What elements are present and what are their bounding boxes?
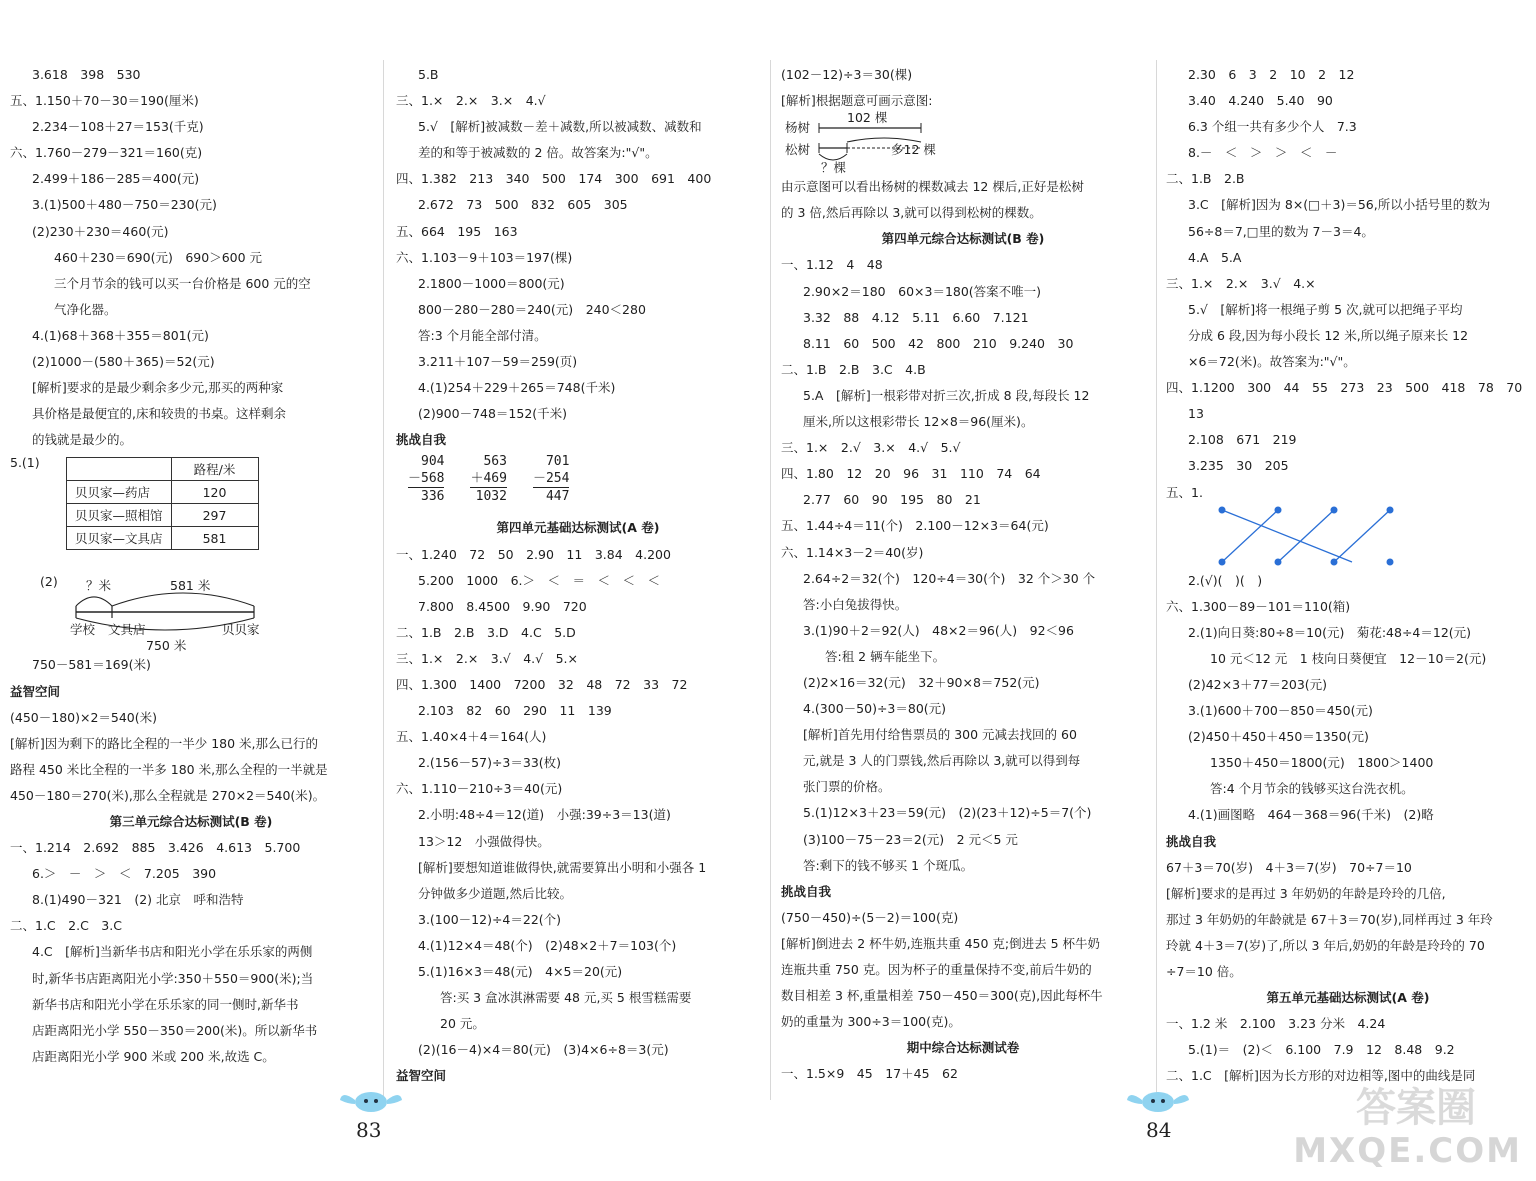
answer-line: 5.√ [解析]被减数－差＋减数,所以被减数、减数和 [418, 119, 702, 135]
answer-line: 四、1.1200 300 44 55 273 23 500 418 78 70 [1166, 380, 1523, 396]
answer-line: ÷7＝10 倍。 [1166, 964, 1242, 979]
section-heading: 益智空间 [396, 1068, 447, 1084]
answer-line: 数目相差 3 杯,重量相差 750－450＝300(克),因此每杯牛 [781, 988, 1103, 1004]
answer-line: 5.B [418, 67, 439, 82]
answer-line: 10 元＜12 元 1 枝向日葵便宜 12－10＝2(元) [1210, 650, 1487, 666]
answer-line: 六、1.14×3－2＝40(岁) [781, 544, 924, 560]
answer-line: 5.√ [解析]将一根绳子剪 5 次,就可以把绳子平均 [1188, 301, 1463, 317]
column-divider [1156, 60, 1157, 1100]
answer-line: 一、1.214 2.692 885 3.426 4.613 5.700 [10, 840, 301, 856]
mascot-icon [1127, 1086, 1189, 1114]
watermark-logo: 答案圈 [1356, 1085, 1476, 1131]
answer-line: (2)42×3＋77＝203(元) [1188, 676, 1328, 692]
answer-line: 2.(√)( )( ) [1188, 572, 1263, 588]
section-heading: 益智空间 [10, 683, 61, 699]
answer-line: 四、1.300 1400 7200 32 48 72 33 72 [396, 676, 688, 692]
answer-line: 路程 450 米比全程的一半多 180 米,那么全程的一半就是 [10, 761, 328, 777]
page-number-left: 83 [356, 1118, 382, 1142]
calc-row: 1032 [475, 489, 507, 505]
section-heading: 挑战自我 [781, 883, 832, 899]
answer-line: 二、1.C [解析]因为长方形的对边相等,图中的曲线是同 [1166, 1068, 1476, 1084]
answer-line: 2.1800－1000＝800(元) [418, 275, 565, 291]
table-row: 贝贝家—文具店 581 [67, 527, 259, 550]
answer-line: 三、1.× 2.× 3.√ 4.× [1166, 275, 1316, 291]
answer-line: 2.108 671 219 [1188, 432, 1297, 448]
answer-line: 三个月节余的钱可以买一台价格是 600 元的空 [54, 275, 311, 291]
table-row: 贝贝家—药店 120 [67, 481, 259, 504]
answer-line: [解析]首先用付给售票员的 300 元减去找回的 60 [803, 727, 1077, 743]
answer-line: 奶的重量为 300÷3＝100(克)。 [781, 1014, 961, 1030]
answer-line: (2)230＋230＝460(元) [32, 223, 169, 239]
answer-line: 450－180＝270(米),那么全程就是 270×2＝540(米)。 [10, 787, 326, 803]
answer-line: 元,就是 3 人的门票钱,然后再除以 3,就可以得到每 [803, 753, 1081, 769]
answer-line: 答:租 2 辆车能坐下。 [825, 648, 946, 664]
answer-line: 2.(1)向日葵:80÷8＝10(元) 菊花:48÷4＝12(元) [1188, 624, 1472, 640]
answer-line: 8.11 60 500 42 800 210 9.240 30 [803, 335, 1074, 351]
answer-line: 一、1.2 米 2.100 3.23 分米 4.24 [1166, 1016, 1386, 1032]
answer-line: 3.235 30 205 [1188, 458, 1289, 474]
answer-line: 2.小明:48÷4＝12(道) 小强:39÷3＝13(道) [418, 807, 671, 823]
answer-line: 6.3 个组一共有多少个人 7.3 [1188, 119, 1357, 135]
answer-line: 三、1.× 2.× 3.× 4.√ [396, 93, 546, 109]
answer-line: 气净化器。 [54, 301, 117, 317]
answer-line: (102－12)÷3＝30(棵) [781, 67, 913, 82]
answer-line: 2.103 82 60 290 11 139 [418, 703, 612, 719]
answer-column-4 [1166, 62, 1530, 1089]
answer-line: 2.90×2＝180 60×3＝180(答案不唯一) [803, 283, 1042, 299]
answer-line: 一、1.240 72 50 2.90 11 3.84 4.200 [396, 546, 671, 562]
table-header: 路程/米 [171, 458, 258, 481]
answer-line: [解析]要想知道谁做得快,就需要算出小明和小强各 1 [418, 859, 707, 875]
answer-line: 2.64÷2＝32(个) 120÷4＝30(个) 32 个＞30 个 [803, 570, 1096, 586]
answer-line: 1350＋450＝1800(元) 1800＞1400 [1210, 755, 1434, 771]
question-label: 5.(1) [10, 455, 40, 471]
answer-line: 2.672 73 500 832 605 305 [418, 197, 628, 213]
answer-line: 4.(1)12×4＝48(个) (2)48×2＋7＝103(个) [418, 937, 677, 953]
answer-line: 4.(1)254＋229＋265＝748(千米) [418, 380, 616, 396]
diagram-label: (2) [40, 574, 58, 590]
section-heading: 第四单元综合达标测试(B 卷) [881, 231, 1045, 247]
table-row: 贝贝家—照相馆 297 [67, 504, 259, 527]
answer-line: (750－450)÷(5－2)＝100(克) [781, 909, 959, 925]
answer-line: 5.(1)＝ (2)＜ 6.100 7.9 12 8.48 9.2 [1188, 1042, 1455, 1058]
matching-diagram-svg [1166, 506, 1426, 568]
answer-line: 分钟做多少道题,然后比较。 [418, 885, 572, 901]
diagram-label: 581 米 [170, 578, 211, 594]
answer-line: 5.(1)16×3＝48(元) 4×5＝20(元) [418, 964, 623, 979]
answer-line: 4.A 5.A [1188, 249, 1242, 265]
answer-line: (3)100－75－23＝2(元) 2 元＜5 元 [803, 831, 1018, 847]
answer-line: 答:买 3 盒冰淇淋需要 48 元,买 5 根雪糕需要 [440, 990, 692, 1006]
vertical-calculations [396, 453, 760, 515]
answer-line: 二、1.C 2.C 3.C [10, 918, 122, 934]
answer-line: 3.C [解析]因为 8×(□＋3)＝56,所以小括号里的数为 [1188, 197, 1491, 213]
answer-line: 2.234－108＋27＝153(千克) [32, 119, 204, 135]
answer-line: 3.(1)500＋480－750＝230(元) [32, 197, 217, 213]
answer-line: 分成 6 段,因为每小段长 12 米,所以绳子原来长 12 [1188, 327, 1469, 343]
answer-line: 56÷8＝7,□里的数为 7－3＝4。 [1188, 223, 1374, 239]
column-divider [383, 60, 384, 1100]
answer-line: 四、1.382 213 340 500 174 300 691 400 [396, 171, 712, 187]
calc-row: 336 [421, 489, 445, 505]
answer-line: 差的和等于被减数的 2 倍。故答案为:"√"。 [418, 145, 658, 161]
answer-line: (2)1000－(580＋365)＝52(元) [32, 354, 215, 370]
answer-line: 6.＞ － ＞ ＜ 7.205 390 [32, 866, 217, 882]
section-heading: 第三单元综合达标测试(B 卷) [109, 813, 273, 829]
answer-line: 答:3 个月能全部付清。 [418, 327, 547, 343]
answer-line: 3.(100－12)÷4＝22(个) [418, 911, 562, 927]
answer-line: 三、1.× 2.√ 3.× 4.√ 5.√ [781, 440, 961, 456]
answer-line: 2.77 60 90 195 80 21 [803, 492, 981, 508]
answer-line: 时,新华书店距离阳光小学:350＋550＝900(米);当 [32, 970, 314, 986]
answer-line: 二、1.B 2.B 3.C 4.B [781, 361, 926, 377]
answer-line: 店距离阳光小学 900 米或 200 米,故选 C。 [32, 1048, 275, 1064]
diagram-label: 杨树 [785, 120, 811, 136]
diagram-label: 贝贝家 [222, 622, 260, 638]
answer-line: 的钱就是最少的。 [32, 432, 133, 448]
answer-line: 六、1.110－210÷3＝40(元) [396, 781, 563, 797]
answer-line: 一、1.12 4 48 [781, 257, 883, 273]
answer-line: 3.211＋107－59＝259(页) [418, 354, 578, 370]
answer-line: ×6＝72(米)。故答案为:"√"。 [1188, 354, 1356, 370]
answer-line: 2.499＋186－285＝400(元) [32, 171, 200, 187]
page-number-right: 84 [1146, 1118, 1172, 1142]
answer-line: (2)450＋450＋450＝1350(元) [1188, 729, 1369, 745]
answer-line: 13 [1188, 406, 1204, 422]
answer-line: 4.(1)画图略 464－368＝96(千米) (2)略 [1188, 807, 1434, 823]
vertical-calc [533, 453, 569, 505]
answer-line: 7.800 8.4500 9.90 720 [418, 598, 587, 614]
diagram-label: 文具店 [108, 622, 146, 638]
diagram-label: ？棵 [821, 160, 847, 176]
answer-line: 六、1.300－89－101＝110(箱) [1166, 598, 1351, 614]
answer-line: 具价格是最便宜的,床和较贵的书桌。这样剩余 [32, 406, 286, 422]
watermark-text: MXQE.COM [1293, 1131, 1522, 1171]
answer-line: 5.A [解析]一根彩带对折三次,折成 8 段,每段长 12 [803, 387, 1090, 403]
calc-row: 447 [545, 489, 570, 505]
answer-line: 五、664 195 163 [396, 223, 518, 239]
answer-line: 连瓶共重 750 克。因为杯子的重量保持不变,前后牛奶的 [781, 962, 1092, 977]
answer-line: 67＋3＝70(岁) 4＋3＝7(岁) 70÷7＝10 [1166, 859, 1412, 875]
diagram-label: ？米 [86, 578, 112, 594]
matching-diagram [1166, 506, 1530, 568]
calc-row: 701 [545, 454, 570, 470]
answer-line: 5.200 1000 6.＞ ＜ ＝ ＜ ＜ ＜ [418, 572, 661, 588]
diagram-label: 松树 [785, 142, 811, 158]
answer-line: 答:剩下的钱不够买 1 个斑瓜。 [803, 857, 974, 873]
section-heading: 第五单元基础达标测试(A 卷) [1266, 990, 1430, 1006]
answer-line: 的 3 倍,然后再除以 3,就可以得到松树的棵数。 [781, 205, 1042, 221]
route-diagram [10, 560, 372, 652]
answer-line: 由示意图可以看出杨树的棵数减去 12 棵后,正好是松树 [781, 179, 1084, 195]
answer-line: 8.－ ＜ ＞ ＞ ＜ － [1188, 145, 1338, 161]
answer-line: 5.(1)12×3＋23＝59(元) (2)(23＋12)÷5＝7(个) [803, 805, 1092, 821]
column-divider [770, 60, 771, 1100]
answer-line: 张门票的价格。 [803, 779, 891, 795]
vertical-calc [408, 453, 444, 505]
answer-line: 3.32 88 4.12 5.11 6.60 7.121 [803, 309, 1029, 325]
answer-line: 五、1. [1166, 484, 1203, 500]
answer-line: 2.30 6 3 2 10 2 12 [1188, 67, 1355, 82]
answer-line: 3.(1)90＋2＝92(人) 48×2＝96(人) 92＜96 [803, 622, 1074, 638]
answer-line: 店距离阳光小学 550－350＝200(米)。所以新华书 [32, 1022, 318, 1038]
answer-line: (2)(16－4)×4＝80(元) (3)4×6÷8＝3(元) [418, 1042, 669, 1058]
answer-line: 玲就 4＋3＝7(岁)了,所以 3 年后,奶奶的年龄是玲玲的 70 [1166, 937, 1485, 953]
answer-line: 那过 3 年奶奶的年龄就是 67＋3＝70(岁),同样再过 3 年玲 [1166, 911, 1493, 927]
diagram-label: 学校 [70, 622, 96, 638]
section-heading: 挑战自我 [396, 432, 447, 448]
answer-column-2 [396, 62, 760, 1089]
answer-line: 二、1.B 2.B 3.D 4.C 5.D [396, 624, 576, 640]
answer-line: 五、1.44÷4＝11(个) 2.100－12×3＝64(元) [781, 518, 1049, 534]
answer-line: 六、1.760－279－321＝160(克) [10, 145, 203, 161]
answer-line: [解析]因为剩下的路比全程的一半少 180 米,那么已行的 [10, 735, 319, 751]
answer-line: 三、1.× 2.× 3.√ 4.√ 5.× [396, 650, 578, 666]
answer-line: 460＋230＝690(元) 690＞600 元 [54, 249, 263, 265]
vertical-calc [470, 453, 506, 505]
section-heading: 第四单元基础达标测试(A 卷) [496, 520, 660, 536]
answer-line: 3.40 4.240 5.40 90 [1188, 93, 1333, 109]
diagram-label: 102 棵 [847, 110, 888, 126]
answer-line: 20 元。 [440, 1016, 485, 1032]
answer-line: 4.C [解析]当新华书店和阳光小学在乐乐家的两侧 [32, 944, 313, 960]
answer-line: 3.618 398 530 [32, 67, 141, 82]
answer-line: 六、1.103－9＋103＝197(棵) [396, 249, 573, 265]
diagram-label: 多12 棵 [891, 142, 936, 158]
answer-line: 新华书店和阳光小学在乐乐家的同一侧时,新华书 [32, 996, 299, 1012]
section-heading: 挑战自我 [1166, 833, 1217, 849]
answer-line: 800－280－280＝240(元) 240＜280 [418, 301, 646, 317]
answer-line: 五、1.150＋70－30＝190(厘米) [10, 93, 199, 109]
answer-line: 四、1.80 12 20 96 31 110 74 64 [781, 466, 1041, 482]
answer-line: 8.(1)490－321 (2) 北京 呼和浩特 [32, 892, 244, 908]
answer-line: (450－180)×2＝540(米) [10, 709, 158, 725]
answer-column-1 [10, 62, 372, 1070]
answer-line: 3.(1)600＋700－850＝450(元) [1188, 703, 1373, 719]
answer-line: 五、1.40×4＋4＝164(人) [396, 729, 547, 745]
answer-line: 二、1.B 2.B [1166, 171, 1245, 187]
answer-line: 2.(156－57)÷3＝33(枚) [418, 755, 562, 771]
mascot-icon [340, 1086, 402, 1114]
answer-line: (2)2×16＝32(元) 32＋90×8＝752(元) [803, 674, 1040, 690]
answer-line: 厘米,所以这根彩带长 12×8＝96(厘米)。 [803, 414, 1034, 430]
calc-row: 904 [421, 454, 445, 470]
tree-diagram [781, 110, 1145, 176]
answer-line: 13＞12 小强做得快。 [418, 833, 550, 849]
answer-line: [解析]根据题意可画示意图: [781, 93, 933, 109]
calc-row: ＋469 [470, 471, 507, 487]
section-heading: 期中综合达标测试卷 [906, 1040, 1020, 1056]
answer-line: 4.(1)68＋368＋355＝801(元) [32, 327, 209, 343]
answer-line: 答:4 个月节余的钱够买这台洗衣机。 [1210, 781, 1414, 797]
calc-row: －254 [532, 471, 570, 487]
answer-column-3 [781, 62, 1145, 1087]
distance-table [66, 457, 259, 550]
answer-line: 750－581＝169(米) [32, 657, 151, 673]
answer-line: 一、1.5×9 45 17＋45 62 [781, 1066, 958, 1082]
answer-line: 4.(300－50)÷3＝80(元) [803, 701, 947, 717]
calc-row: 563 [483, 454, 507, 470]
diagram-label: 750 米 [146, 638, 187, 654]
answer-line: (2)900－748＝152(千米) [418, 406, 568, 422]
calc-row: －568 [408, 471, 445, 487]
answer-line: [解析]要求的是最少剩余多少元,那买的两种家 [32, 380, 284, 396]
answer-line: 答:小白兔拔得快。 [803, 596, 908, 612]
answer-line: [解析]倒进去 2 杯牛奶,连瓶共重 450 克;倒进去 5 杯牛奶 [781, 935, 1101, 951]
answer-line: [解析]要求的是再过 3 年奶奶的年龄是玲玲的几倍, [1166, 885, 1446, 901]
